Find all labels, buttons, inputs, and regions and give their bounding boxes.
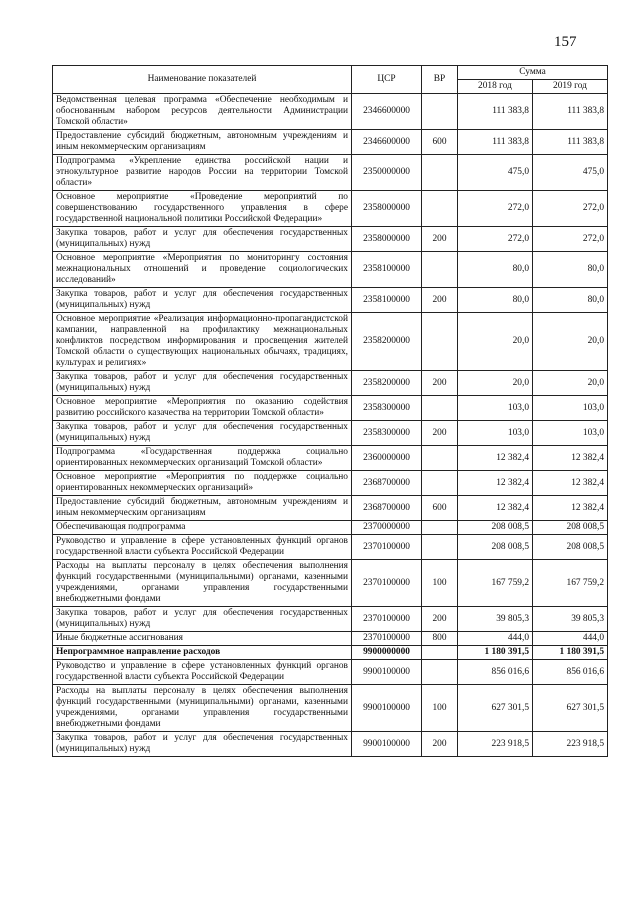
table-row [53, 252, 608, 288]
row-2018-amount-cell: 103,0 [458, 396, 533, 421]
row-2018-amount-cell: 12 382,4 [458, 471, 533, 496]
row-2019-amount-cell: 111 383,8 [533, 130, 608, 155]
table-row [53, 313, 608, 371]
row-vr-cell: 200 [422, 421, 458, 446]
row-vr-cell: 100 [422, 685, 458, 732]
row-name-cell: Основное мероприятие «Мероприятия по оказанию содействия развитию российского казачества на территории Томской области» [53, 396, 352, 421]
table-row [53, 191, 608, 227]
row-name-cell: Предоставление субсидий бюджетным, автономным учреждениям и иным некоммерческим организациям [53, 130, 352, 155]
row-2018-amount-cell: 627 301,5 [458, 685, 533, 732]
row-csr-cell: 2370100000 [352, 607, 422, 632]
row-2018-amount-cell: 111 383,8 [458, 94, 533, 130]
row-vr-cell [422, 191, 458, 227]
row-name-cell: Закупка товаров, работ и услуг для обеспечения государственных (муниципальных) нужд [53, 288, 352, 313]
row-2018-amount-cell: 1 180 391,5 [458, 646, 533, 660]
row-vr-cell: 800 [422, 632, 458, 646]
row-csr-cell: 9900100000 [352, 685, 422, 732]
row-2018-amount-cell: 20,0 [458, 313, 533, 371]
row-2018-amount-cell: 80,0 [458, 252, 533, 288]
row-vr-cell [422, 252, 458, 288]
row-name-cell: Предоставление субсидий бюджетным, автономным учреждениям и иным некоммерческим организациям [53, 496, 352, 521]
row-2019-amount-cell: 627 301,5 [533, 685, 608, 732]
row-vr-cell [422, 521, 458, 535]
row-2019-amount-cell: 1 180 391,5 [533, 646, 608, 660]
row-2019-amount-cell: 20,0 [533, 313, 608, 371]
row-vr-cell [422, 471, 458, 496]
row-vr-cell [422, 94, 458, 130]
table-row [53, 496, 608, 521]
table-row [53, 521, 608, 535]
row-2018-amount-cell: 167 759,2 [458, 560, 533, 607]
row-name-cell: Закупка товаров, работ и услуг для обеспечения государственных (муниципальных) нужд [53, 732, 352, 757]
table-row [53, 446, 608, 471]
row-vr-cell [422, 446, 458, 471]
row-name-cell: Обеспечивающая подпрограмма [53, 521, 352, 535]
row-2019-amount-cell: 272,0 [533, 227, 608, 252]
row-name-cell: Руководство и управление в сфере установленных функций органов государственной власти субъекта Российской Федерации [53, 660, 352, 685]
row-csr-cell: 2358300000 [352, 421, 422, 446]
page-number: 157 [554, 34, 577, 50]
row-csr-cell: 2370100000 [352, 535, 422, 560]
row-2019-amount-cell: 223 918,5 [533, 732, 608, 757]
table-row [53, 560, 608, 607]
row-csr-cell: 2358200000 [352, 371, 422, 396]
table-row [53, 685, 608, 732]
row-2019-amount-cell: 444,0 [533, 632, 608, 646]
table-row [53, 227, 608, 252]
header-year-2018: 2018 год [458, 80, 533, 94]
row-2018-amount-cell: 272,0 [458, 191, 533, 227]
row-name-cell: Закупка товаров, работ и услуг для обеспечения государственных (муниципальных) нужд [53, 371, 352, 396]
row-vr-cell [422, 313, 458, 371]
row-name-cell: Закупка товаров, работ и услуг для обеспечения государственных (муниципальных) нужд [53, 421, 352, 446]
row-csr-cell: 2370100000 [352, 632, 422, 646]
row-name-cell: Закупка товаров, работ и услуг для обеспечения государственных (муниципальных) нужд [53, 607, 352, 632]
row-2019-amount-cell: 111 383,8 [533, 94, 608, 130]
row-2018-amount-cell: 12 382,4 [458, 496, 533, 521]
row-name-cell: Основное мероприятие «Проведение мероприятий по совершенствованию государственного управления в сфере государственной национальной политики Российской Федерации» [53, 191, 352, 227]
row-csr-cell: 9900000000 [352, 646, 422, 660]
table-row [53, 396, 608, 421]
row-2018-amount-cell: 111 383,8 [458, 130, 533, 155]
row-name-cell: Основное мероприятие «Мероприятия по поддержке социально ориентированных некоммерческих организаций» [53, 471, 352, 496]
table-row [53, 660, 608, 685]
row-2019-amount-cell: 272,0 [533, 191, 608, 227]
table-row [53, 732, 608, 757]
row-2018-amount-cell: 12 382,4 [458, 446, 533, 471]
table-row [53, 471, 608, 496]
table-row [53, 371, 608, 396]
row-vr-cell: 100 [422, 560, 458, 607]
row-2018-amount-cell: 223 918,5 [458, 732, 533, 757]
row-vr-cell [422, 646, 458, 660]
row-2018-amount-cell: 856 016,6 [458, 660, 533, 685]
row-2018-amount-cell: 208 008,5 [458, 521, 533, 535]
row-2019-amount-cell: 103,0 [533, 396, 608, 421]
row-vr-cell: 600 [422, 130, 458, 155]
header-csr: ЦСР [352, 66, 422, 94]
row-2019-amount-cell: 208 008,5 [533, 521, 608, 535]
row-vr-cell: 200 [422, 227, 458, 252]
row-name-cell: Руководство и управление в сфере установленных функций органов государственной власти субъекта Российской Федерации [53, 535, 352, 560]
row-name-cell: Иные бюджетные ассигнования [53, 632, 352, 646]
header-sum: Сумма [458, 66, 608, 80]
table-row [53, 646, 608, 660]
row-2018-amount-cell: 80,0 [458, 288, 533, 313]
row-name-cell: Подпрограмма «Государственная поддержка социально ориентированных некоммерческих организаций Томской области» [53, 446, 352, 471]
row-2018-amount-cell: 20,0 [458, 371, 533, 396]
row-2019-amount-cell: 80,0 [533, 252, 608, 288]
row-csr-cell: 2358200000 [352, 313, 422, 371]
row-vr-cell: 200 [422, 288, 458, 313]
row-name-cell: Закупка товаров, работ и услуг для обеспечения государственных (муниципальных) нужд [53, 227, 352, 252]
budget-table [52, 65, 608, 757]
row-csr-cell: 2370100000 [352, 560, 422, 607]
row-2019-amount-cell: 20,0 [533, 371, 608, 396]
table-row [53, 607, 608, 632]
row-csr-cell: 9900100000 [352, 660, 422, 685]
row-csr-cell: 9900100000 [352, 732, 422, 757]
row-name-cell: Основное мероприятие «Реализация информационно-пропагандистской кампании, направленной на профилактику межнациональных конфликтов посредством информирования и просвещения жителей Томской области о существующих национальных обычаях, традициях, культурах и религиях» [53, 313, 352, 371]
row-vr-cell: 200 [422, 607, 458, 632]
row-name-cell: Непрограммное направление расходов [53, 646, 352, 660]
row-vr-cell [422, 535, 458, 560]
row-csr-cell: 2368700000 [352, 471, 422, 496]
header-name: Наименование показателей [53, 66, 352, 94]
row-vr-cell [422, 660, 458, 685]
table-row [53, 155, 608, 191]
row-vr-cell [422, 396, 458, 421]
row-csr-cell: 2350000000 [352, 155, 422, 191]
table-row [53, 632, 608, 646]
row-vr-cell: 200 [422, 371, 458, 396]
row-csr-cell: 2368700000 [352, 496, 422, 521]
row-2019-amount-cell: 856 016,6 [533, 660, 608, 685]
row-2019-amount-cell: 80,0 [533, 288, 608, 313]
row-vr-cell: 200 [422, 732, 458, 757]
table-row [53, 421, 608, 446]
row-vr-cell: 600 [422, 496, 458, 521]
table-row [53, 288, 608, 313]
row-2019-amount-cell: 475,0 [533, 155, 608, 191]
row-csr-cell: 2358000000 [352, 227, 422, 252]
row-2018-amount-cell: 272,0 [458, 227, 533, 252]
row-2019-amount-cell: 12 382,4 [533, 471, 608, 496]
row-2019-amount-cell: 39 805,3 [533, 607, 608, 632]
table-row [53, 535, 608, 560]
row-2018-amount-cell: 208 008,5 [458, 535, 533, 560]
row-2018-amount-cell: 39 805,3 [458, 607, 533, 632]
header-vr: ВР [422, 66, 458, 94]
row-2019-amount-cell: 167 759,2 [533, 560, 608, 607]
row-2018-amount-cell: 475,0 [458, 155, 533, 191]
row-2019-amount-cell: 12 382,4 [533, 446, 608, 471]
row-name-cell: Основное мероприятие «Мероприятия по мониторингу состояния межнациональных отношений и проведение социологических исследований» [53, 252, 352, 288]
row-name-cell: Расходы на выплаты персоналу в целях обеспечения выполнения функций государственными (муниципальными) органами, казенными учреждениями, органами управления государственными внебюджетными фондами [53, 685, 352, 732]
row-vr-cell [422, 155, 458, 191]
row-name-cell: Расходы на выплаты персоналу в целях обеспечения выполнения функций государственными (муниципальными) органами, казенными учреждениями, органами управления государственными внебюджетными фондами [53, 560, 352, 607]
row-csr-cell: 2358000000 [352, 191, 422, 227]
row-2019-amount-cell: 208 008,5 [533, 535, 608, 560]
row-csr-cell: 2346600000 [352, 130, 422, 155]
table-row [53, 130, 608, 155]
row-name-cell: Подпрограмма «Укрепление единства российской нации и этнокультурное развитие народов России на территории Томской области» [53, 155, 352, 191]
table-row [53, 94, 608, 130]
row-csr-cell: 2360000000 [352, 446, 422, 471]
row-2018-amount-cell: 103,0 [458, 421, 533, 446]
table-body [53, 94, 608, 757]
row-csr-cell: 2346600000 [352, 94, 422, 130]
row-csr-cell: 2358300000 [352, 396, 422, 421]
row-csr-cell: 2358100000 [352, 288, 422, 313]
row-2019-amount-cell: 103,0 [533, 421, 608, 446]
row-2019-amount-cell: 12 382,4 [533, 496, 608, 521]
row-name-cell: Ведомственная целевая программа «Обеспечение необходимым и обоснованным набором ресурсов деятельности Администрации Томской области» [53, 94, 352, 130]
row-csr-cell: 2370000000 [352, 521, 422, 535]
header-year-2019: 2019 год [533, 80, 608, 94]
row-csr-cell: 2358100000 [352, 252, 422, 288]
row-2018-amount-cell: 444,0 [458, 632, 533, 646]
